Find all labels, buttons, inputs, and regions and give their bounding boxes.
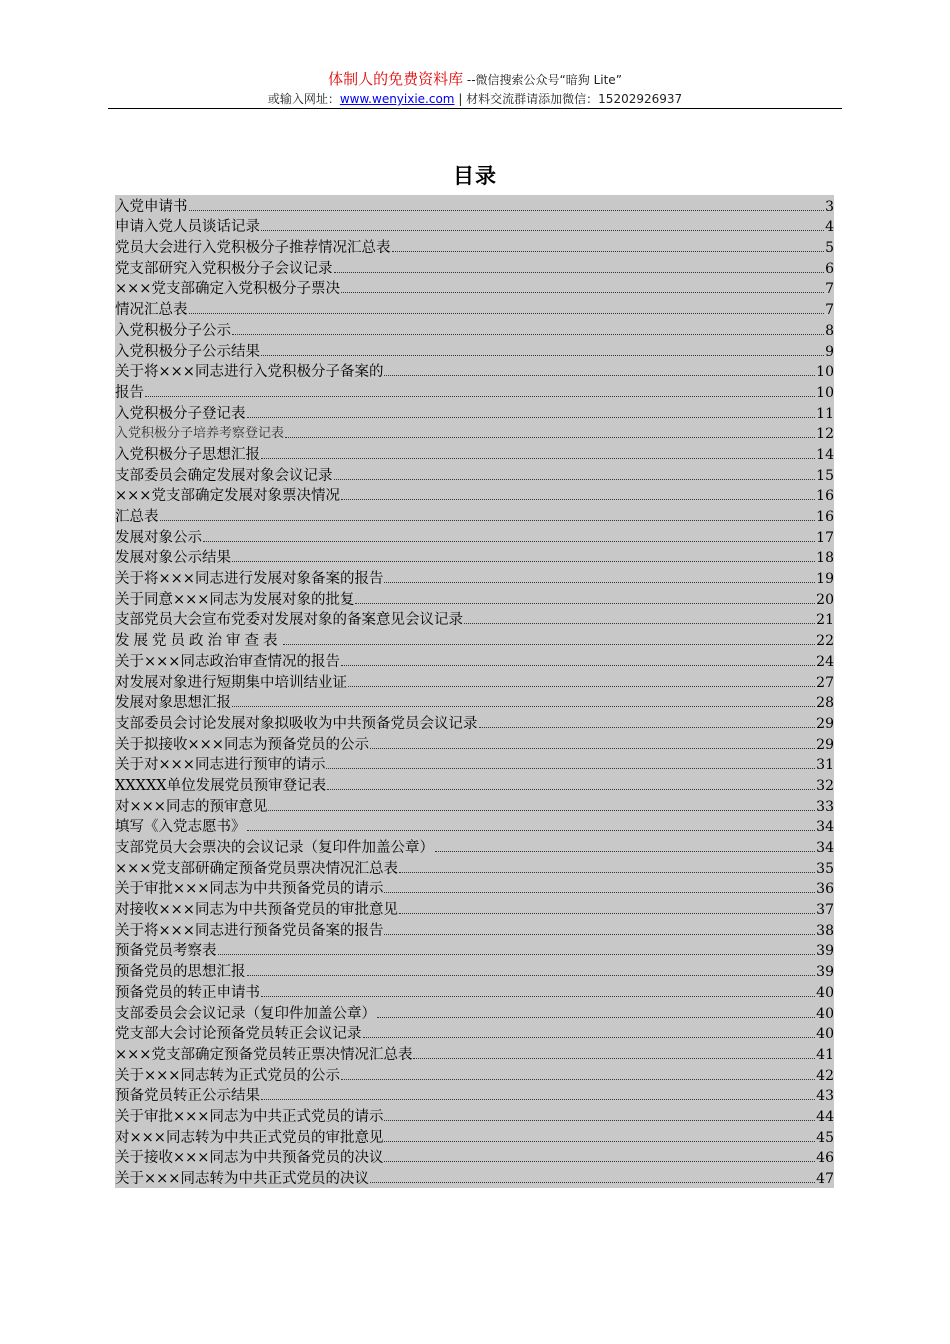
toc-leader-dots — [247, 417, 816, 418]
toc-entry[interactable] — [115, 588, 834, 609]
toc-leader-dots — [261, 1099, 815, 1100]
toc-entry-label: 报告 — [115, 384, 144, 401]
toc-leader-dots — [341, 665, 815, 666]
toc-entry-label: 党员大会进行入党积极分子推荐情况汇总表 — [115, 240, 391, 257]
toc-entry-page: 10 — [816, 364, 834, 381]
toc-entry-label: 关于×××同志转为正式党员的公示 — [115, 1067, 340, 1084]
toc-entry[interactable] — [115, 1105, 834, 1126]
toc-leader-dots — [384, 1161, 815, 1162]
toc-entry-page: 39 — [816, 964, 834, 981]
toc-entry[interactable] — [115, 464, 834, 485]
toc-entry[interactable] — [115, 774, 834, 795]
toc-entry-label: 填写《入党志愿书》 — [115, 819, 246, 836]
toc-entry[interactable] — [115, 1126, 834, 1147]
toc-entry-label: 入党积极分子公示 — [115, 322, 231, 339]
toc-entry-page: 40 — [816, 1005, 834, 1022]
toc-entry-page: 42 — [816, 1067, 834, 1084]
toc-entry[interactable] — [115, 919, 834, 940]
toc-entry-label: 关于将×××同志进行发展对象备案的报告 — [115, 571, 384, 588]
toc-entry-label: 预备党员的思想汇报 — [115, 964, 246, 981]
toc-entry[interactable] — [115, 423, 834, 444]
toc-entry-page: 34 — [816, 840, 834, 856]
toc-entry[interactable] — [115, 878, 834, 899]
toc-entry-page: 45 — [816, 1129, 834, 1146]
toc-entry[interactable] — [115, 650, 834, 671]
toc-entry[interactable] — [115, 712, 834, 733]
toc-entry-label: 入党积极分子思想汇报 — [115, 446, 260, 463]
toc-leader-dots — [326, 768, 815, 769]
toc-entry-page: 40 — [816, 984, 834, 1001]
toc-leader-dots — [384, 892, 815, 893]
toc-leader-dots — [232, 334, 824, 335]
toc-entry[interactable] — [115, 278, 834, 299]
toc-entry[interactable] — [115, 898, 834, 919]
header-slogan: --微信搜索公众号“暗狗 Lite” — [463, 73, 622, 87]
toc-entry-label: 预备党员转正公示结果 — [115, 1088, 260, 1105]
toc-entry-label: 入党申请书 — [115, 198, 188, 215]
toc-entry-page: 9 — [825, 343, 834, 360]
toc-leader-dots — [160, 520, 816, 521]
toc-entry[interactable] — [115, 381, 834, 402]
toc-entry-page: 18 — [816, 550, 834, 567]
toc-entry-page: 7 — [825, 281, 834, 298]
toc-leader-dots — [435, 851, 815, 852]
toc-leader-dots — [341, 292, 824, 293]
toc-entry[interactable] — [115, 257, 834, 278]
toc-entry[interactable] — [115, 609, 834, 630]
toc-entry-label: ×××党支部确定预备党员转正票决情况汇总表 — [115, 1046, 413, 1063]
toc-entry-page: 20 — [816, 591, 834, 608]
toc-entry-page: 15 — [816, 467, 834, 484]
toc-entry-label: 对×××同志的预审意见 — [115, 798, 268, 815]
toc-leader-dots — [341, 499, 815, 500]
toc-entry-label: 关于×××同志政治审查情况的报告 — [115, 653, 340, 670]
toc-entry[interactable] — [115, 402, 834, 423]
toc-leader-dots — [268, 810, 815, 811]
toc-entry-page: 40 — [816, 1026, 834, 1043]
toc-entry[interactable] — [115, 981, 834, 1002]
toc-entry-label: 关于审批×××同志为中共预备党员的请示 — [115, 881, 384, 898]
toc-entry-page: 11 — [816, 405, 834, 422]
toc-entry-page: 38 — [816, 922, 834, 939]
toc-entry-page: 41 — [816, 1046, 834, 1063]
toc-entry-label: 申请入党人员谈话记录 — [115, 219, 260, 236]
table-of-contents — [115, 195, 834, 1188]
toc-entry-page: 24 — [816, 653, 834, 670]
toc-entry-label: 发展党员政治审查表 — [115, 633, 282, 650]
toc-leader-dots — [348, 686, 815, 687]
toc-entry-page: 34 — [816, 819, 834, 836]
toc-leader-dots — [247, 975, 816, 976]
toc-entry[interactable] — [115, 733, 834, 754]
toc-leader-dots — [384, 1120, 815, 1121]
toc-entry-label: 汇总表 — [115, 509, 159, 525]
toc-entry[interactable] — [115, 836, 834, 857]
toc-leader-dots — [261, 230, 824, 231]
toc-entry[interactable] — [115, 1085, 834, 1106]
toc-entry-page: 19 — [816, 571, 834, 588]
toc-leader-dots — [384, 375, 815, 376]
toc-entry[interactable] — [115, 1064, 834, 1085]
toc-entry[interactable] — [115, 216, 834, 237]
toc-entry[interactable] — [115, 567, 834, 588]
toc-entry-label: 发展对象公示结果 — [115, 550, 231, 567]
toc-leader-dots — [232, 706, 815, 707]
toc-entry-label: ×××党支部确定发展对象票决情况 — [115, 488, 340, 505]
toc-entry[interactable] — [115, 298, 834, 319]
url-prefix: 或输入网址： — [267, 92, 340, 106]
toc-entry[interactable] — [115, 816, 834, 837]
toc-leader-dots — [189, 210, 825, 211]
toc-title: 目录 — [453, 164, 497, 188]
toc-leader-dots — [285, 437, 815, 438]
toc-leader-dots — [399, 872, 815, 873]
toc-leader-dots — [370, 748, 815, 749]
toc-entry-label: 关于拟接收×××同志为预备党员的公示 — [115, 736, 369, 753]
toc-entry-page: 7 — [825, 302, 834, 319]
page-header — [108, 70, 842, 107]
toc-entry[interactable] — [115, 1043, 834, 1064]
toc-leader-dots — [334, 479, 816, 480]
toc-entry-page: 5 — [825, 240, 834, 257]
toc-entry[interactable] — [115, 1147, 834, 1168]
toc-entry-label: 关于审批×××同志为中共正式党员的请示 — [115, 1108, 384, 1125]
toc-entry-label: 对接收×××同志为中共预备党员的审批意见 — [115, 902, 398, 919]
toc-entry[interactable] — [115, 361, 834, 382]
toc-entry-label: 支部党员大会票决的会议记录（复印件加盖公章） — [115, 840, 434, 856]
toc-entry-page: 32 — [816, 777, 834, 794]
toc-entry-page: 6 — [825, 260, 834, 277]
toc-entry-label: 支部委员会确定发展对象会议记录 — [115, 467, 333, 484]
toc-entry-page: 17 — [816, 529, 834, 546]
toc-entry-label: 入党积极分子培养考察登记表 — [115, 426, 285, 442]
toc-entry-label: 支部党员大会宣布党委对发展对象的备案意见会议记录 — [115, 612, 463, 629]
toc-entry-page: 12 — [816, 426, 834, 443]
toc-entry[interactable] — [115, 754, 834, 775]
toc-entry-label: 情况汇总表 — [115, 302, 188, 319]
toc-leader-dots — [334, 272, 825, 273]
toc-entry-page: 10 — [816, 384, 834, 401]
toc-entry-label: 发展对象公示 — [115, 529, 202, 546]
toc-entry[interactable] — [115, 195, 834, 216]
toc-leader-dots — [363, 1037, 816, 1038]
brand-title: 体制人的免费资料库 — [328, 70, 464, 88]
toc-entry-label: 对×××同志转为中共正式党员的审批意见 — [115, 1129, 384, 1146]
toc-entry-page: 8 — [825, 322, 834, 339]
toc-entry-page: 46 — [816, 1150, 834, 1167]
toc-entry[interactable] — [115, 629, 834, 650]
toc-entry-label: 发展对象思想汇报 — [115, 695, 231, 712]
toc-entry[interactable] — [115, 340, 834, 361]
toc-leader-dots — [370, 1182, 815, 1183]
toc-entry-label: 关于×××同志转为中共正式党员的决议 — [115, 1171, 369, 1187]
toc-entry[interactable] — [115, 1167, 834, 1188]
contact-text: | 材料交流群请添加微信：15202926937 — [454, 92, 683, 106]
toc-entry-label: 关于同意×××同志为发展对象的批复 — [115, 591, 355, 608]
toc-leader-dots — [247, 830, 816, 831]
toc-entry-page: 43 — [816, 1088, 834, 1105]
toc-entry[interactable] — [115, 692, 834, 713]
header-divider — [108, 108, 842, 109]
toc-entry-label: 关于对×××同志进行预审的请示 — [115, 757, 326, 774]
toc-entry-page: 4 — [825, 219, 834, 236]
toc-leader-dots — [261, 355, 824, 356]
toc-entry-page: 14 — [816, 446, 834, 463]
toc-entry-label: 关于将×××同志进行预备党员备案的报告 — [115, 922, 384, 939]
toc-leader-dots — [232, 561, 815, 562]
toc-entry-label: 关于将×××同志进行入党积极分子备案的 — [115, 364, 384, 381]
toc-entry-page: 29 — [816, 715, 834, 732]
toc-entry-label: 预备党员考察表 — [115, 943, 217, 960]
toc-entry-page: 16 — [816, 488, 834, 505]
toc-entry-page: 16 — [816, 509, 834, 525]
toc-leader-dots — [203, 541, 815, 542]
toc-leader-dots — [261, 458, 815, 459]
toc-entry[interactable] — [115, 960, 834, 981]
header-line-2 — [108, 91, 842, 107]
toc-entry-label: 支部委员会讨论发展对象拟吸收为中共预备党员会议记录 — [115, 715, 478, 732]
toc-entry[interactable] — [115, 236, 834, 257]
toc-entry-page: 29 — [816, 736, 834, 753]
toc-leader-dots — [479, 727, 816, 728]
toc-entry[interactable] — [115, 505, 834, 526]
toc-leader-dots — [355, 603, 815, 604]
toc-entry-page: 28 — [816, 695, 834, 712]
toc-entry-label: 关于接收×××同志为中共预备党员的决议 — [115, 1150, 384, 1167]
toc-leader-dots — [189, 313, 825, 314]
toc-entry-label: ×××党支部确定入党积极分子票决 — [115, 281, 340, 298]
toc-entry[interactable] — [115, 671, 834, 692]
toc-entry[interactable] — [115, 485, 834, 506]
toc-entry[interactable] — [115, 857, 834, 878]
toc-entry-page: 44 — [816, 1108, 834, 1125]
toc-entry-label: 入党积极分子公示结果 — [115, 343, 260, 360]
toc-entry-page: 39 — [816, 943, 834, 960]
toc-entry-page: 33 — [816, 798, 834, 815]
toc-entry-page: 3 — [825, 198, 834, 215]
toc-leader-dots — [384, 934, 815, 935]
toc-leader-dots — [145, 396, 815, 397]
toc-entry[interactable] — [115, 940, 834, 961]
toc-entry-page: 37 — [816, 902, 834, 919]
toc-entry[interactable] — [115, 319, 834, 340]
toc-leader-dots — [413, 1058, 815, 1059]
toc-entry[interactable] — [115, 1023, 834, 1044]
toc-leader-dots — [392, 251, 825, 252]
toc-entry-page: 22 — [816, 633, 834, 650]
toc-leader-dots — [283, 644, 816, 645]
toc-entry[interactable] — [115, 526, 834, 547]
toc-entry-label: 预备党员的转正申请书 — [115, 984, 260, 1001]
toc-leader-dots — [327, 789, 815, 790]
toc-entry[interactable] — [115, 795, 834, 816]
toc-entry-label: ×××党支部研确定预备党员票决情况汇总表 — [115, 860, 398, 877]
toc-entry-label: 党支部研究入党积极分子会议记录 — [115, 260, 333, 277]
header-line-1 — [108, 70, 842, 90]
toc-entry[interactable] — [115, 547, 834, 568]
toc-entry-label: 入党积极分子登记表 — [115, 405, 246, 422]
toc-leader-dots — [341, 1079, 815, 1080]
toc-leader-dots — [261, 996, 815, 997]
toc-leader-dots — [218, 954, 816, 955]
toc-entry-page: 31 — [816, 757, 834, 774]
toc-entry-label: 党支部大会讨论预备党员转正会议记录 — [115, 1026, 362, 1043]
website-link[interactable]: www.wenyixie.com — [339, 92, 455, 106]
toc-leader-dots — [384, 1141, 815, 1142]
toc-entry[interactable] — [115, 1002, 834, 1023]
toc-leader-dots — [384, 582, 815, 583]
toc-leader-dots — [377, 1017, 815, 1018]
toc-entry-page: 35 — [816, 860, 834, 877]
toc-entry-label: XXXXX单位发展党员预审登记表 — [115, 777, 327, 794]
toc-entry-page: 36 — [816, 881, 834, 898]
toc-entry-label: 对发展对象进行短期集中培训结业证 — [115, 674, 347, 691]
toc-leader-dots — [399, 913, 815, 914]
toc-entry-label: 支部委员会会议记录（复印件加盖公章） — [115, 1005, 376, 1022]
toc-entry-page: 21 — [816, 612, 834, 629]
toc-entry[interactable] — [115, 443, 834, 464]
toc-leader-dots — [464, 623, 815, 624]
toc-entry-page: 27 — [816, 674, 834, 691]
toc-entry-page: 47 — [816, 1171, 834, 1187]
